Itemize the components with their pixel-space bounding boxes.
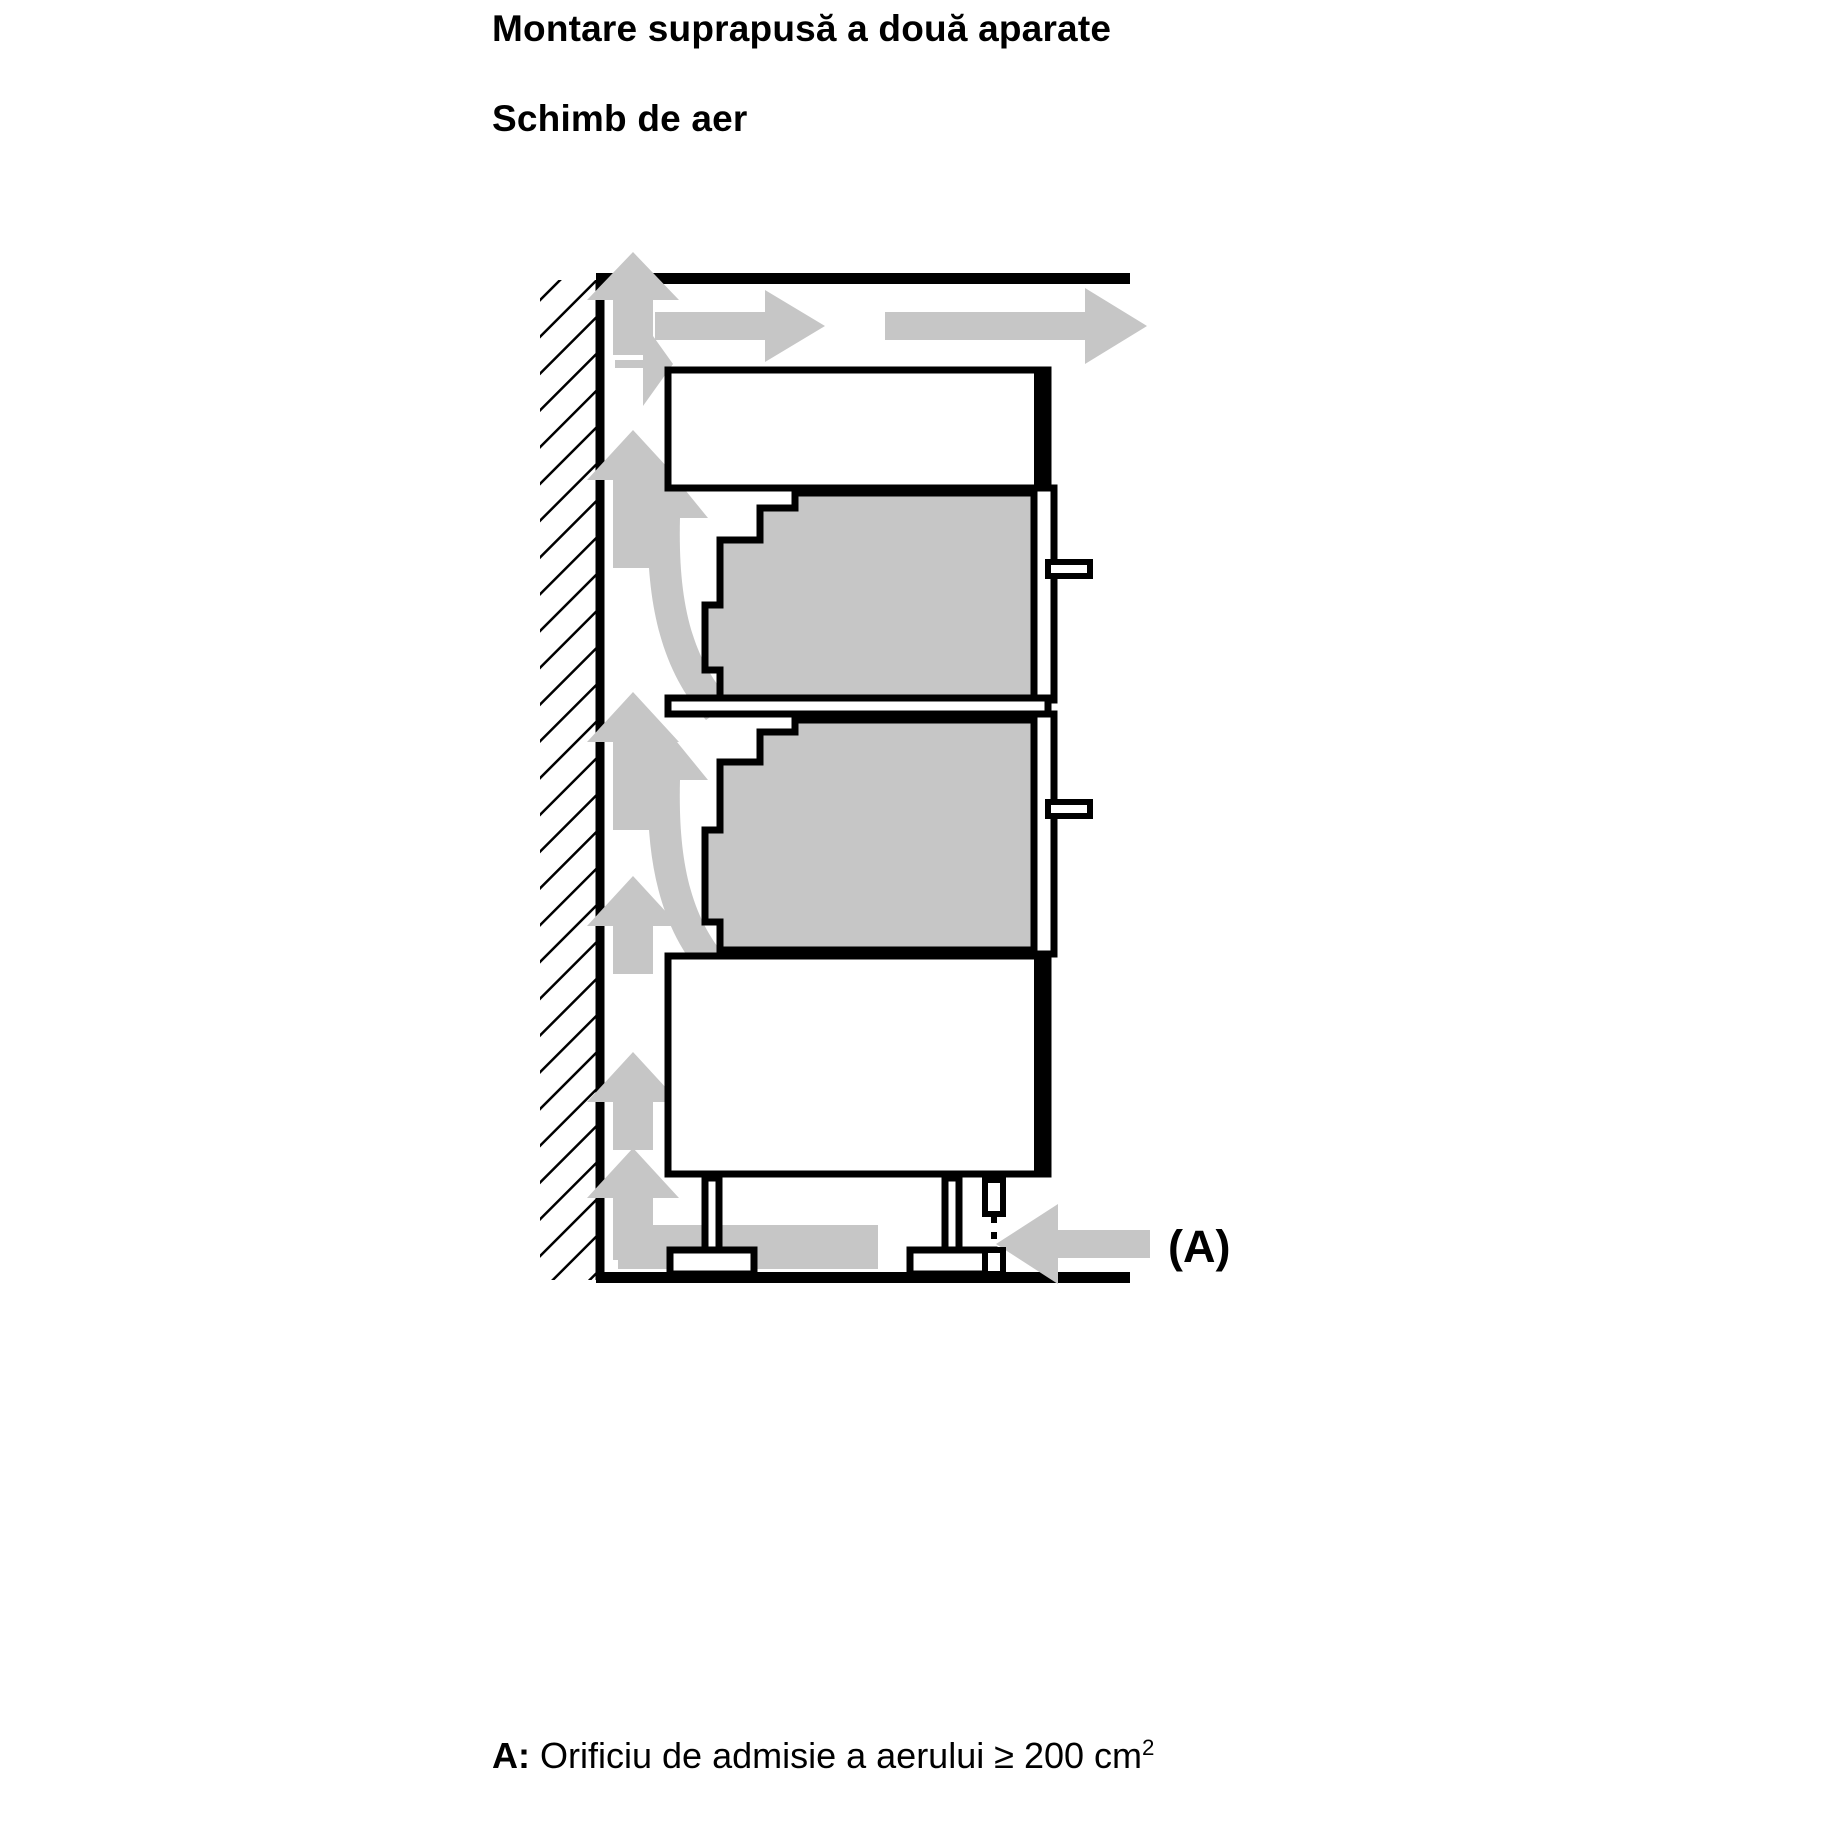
- page-title: Montare suprapusă a două aparate: [492, 8, 1112, 49]
- air-inlet: [985, 1180, 1003, 1274]
- footnote: [492, 1735, 1154, 1777]
- ceiling-line: [596, 273, 1130, 284]
- appliance-lower: [705, 714, 1090, 954]
- appliance-upper: [705, 488, 1090, 700]
- diagram-svg: [0, 250, 1831, 1550]
- footnote-text: Orificiu de admisie a aerului ≥ 200 cm: [540, 1735, 1143, 1776]
- footnote-superscript: 2: [1142, 1735, 1155, 1760]
- cabinet-outline: [668, 370, 1048, 488]
- upper-compartment-post: [1034, 368, 1048, 492]
- section-title: Schimb de aer: [492, 98, 748, 139]
- middle-shelf: [668, 698, 1048, 714]
- footnote-label: A:: [492, 1735, 530, 1776]
- callout-label: (A): [1168, 1221, 1231, 1272]
- appliance-lower-handle: [1048, 802, 1090, 816]
- appliance-upper-handle: [1048, 562, 1090, 576]
- base-cabinet: [668, 954, 1050, 1176]
- installation-diagram: [0, 250, 1831, 1550]
